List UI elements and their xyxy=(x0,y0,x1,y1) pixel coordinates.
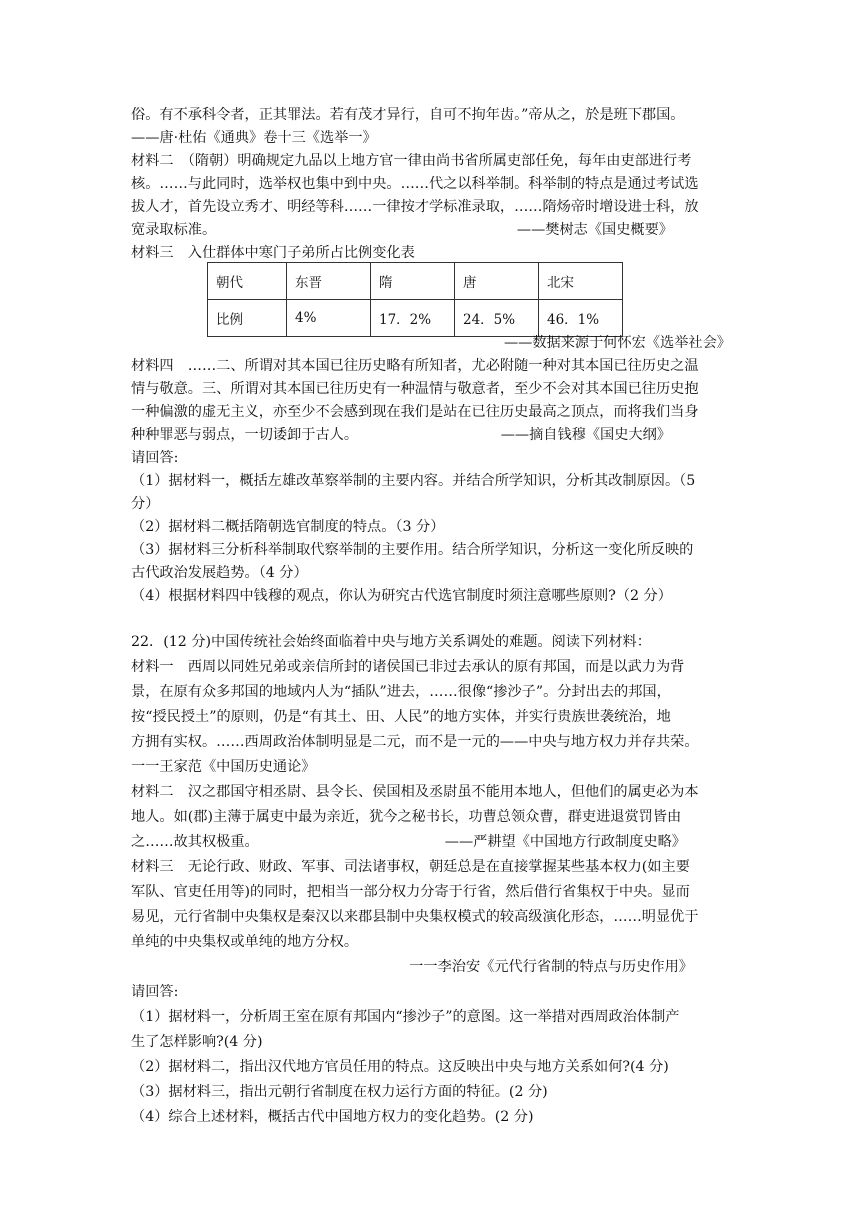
answer-prompt: 请回答: xyxy=(131,984,179,1000)
question-item: （4）根据材料四中钱穆的观点，你认为研究古代选官制度时须注意哪些原则?（2 分） xyxy=(131,588,672,604)
table-cell: 4% xyxy=(287,300,371,337)
table-cell: 比例 xyxy=(208,300,287,337)
material-four-line: 种种罪恶与弱点，一切诿卸于古人。 xyxy=(131,427,359,443)
question-item: （3）据材料三分析科举制取代察举制的主要作用。结合所学知识，分析这一变化所反映的 xyxy=(131,542,694,558)
question-22-heading: 22．(12 分)中国传统社会始终面临着中央与地方关系调处的难题。阅读下列材料： xyxy=(131,634,651,650)
table-cell: 24．5% xyxy=(455,300,539,337)
q22-material-one: 材料一 西周以同姓兄弟或亲信所封的诸侯国已非过去承认的原有邦国，而是以武力为背 xyxy=(131,659,685,675)
source-yangengwang: ——严耕望《中国地方行政制度史略》 xyxy=(444,834,686,850)
table-cell: 17．2% xyxy=(371,300,455,337)
question-item: （4）综合上述材料，概括古代中国地方权力的变化趋势。(2 分) xyxy=(131,1109,534,1125)
table-cell: 唐 xyxy=(455,263,539,300)
q22-material-two: 地人。如(郡)主薄于属吏中最为亲近，犹今之秘书长，功曹总领众曹，群吏进退赏罚皆由 xyxy=(131,809,682,825)
q22-material-three: 军队、官吏任用等)的同时，把相当一部分权力分寄于行省，然后借行省集权于中央。显而 xyxy=(131,884,690,900)
q22-material-three: 单纯的中央集权或单纯的地方分权。 xyxy=(131,934,359,950)
table-cell: 隋 xyxy=(371,263,455,300)
table-cell: 东晋 xyxy=(287,263,371,300)
q22-material-three: 材料三 无论行政、财政、军事、司法诸事权，朝廷总是在直接掌握某些基本权力(如主要 xyxy=(131,859,690,875)
answer-prompt: 请回答: xyxy=(131,450,179,466)
question-item: （1）据材料一，概括左雄改革察举制的主要内容。并结合所学知识，分析其改制原因。（5 xyxy=(131,473,696,489)
table-row xyxy=(208,300,623,337)
material-two-line: 材料二 （隋朝）明确规定九品以上地方官一律由尚书省所属吏部任免，每年由吏部进行考 xyxy=(131,153,692,169)
ratio-table xyxy=(207,262,623,337)
material-three-title: 材料三 入仕群体中寒门子弟所占比例变化表 xyxy=(131,245,415,261)
source-wangjiafan: 一一王家范《中国历史通论》 xyxy=(131,759,316,775)
table-cell: 北宋 xyxy=(539,263,623,300)
question-item: （2）据材料二概括隋朝选官制度的特点。（3 分） xyxy=(131,519,445,535)
material-two-line: 核。……与此同时，选举权也集中到中央。……代之以科举制。科举制的特点是通过考试选 xyxy=(131,176,699,192)
table-cell: 朝代 xyxy=(208,263,287,300)
material-two-line: 宽录取标准。 xyxy=(131,222,217,238)
material-four-line: 材料四 ……二、所谓对其本国已往历史略有所知者，尤必附随一种对其本国已往历史之温 xyxy=(131,358,699,374)
source-tongdian: ——唐·杜佑《通典》卷十三《选举一》 xyxy=(131,130,377,146)
material-four-line: 一种偏激的虚无主义，亦至少不会感到现在我们是站在已往历史最高之顶点，而将我们当身 xyxy=(131,404,699,420)
question-item: 分） xyxy=(131,496,160,512)
question-item: 古代政治发展趋势。（4 分） xyxy=(131,565,308,581)
table-cell: 46．1% xyxy=(539,300,623,337)
source-guoshigaiyao: ——樊树志《国史概要》 xyxy=(516,222,673,238)
q22-material-two: 之……故其权极重。 xyxy=(131,834,259,850)
material-four-line: 情与敬意。三、所谓对其本国已往历史有一种温情与敬意者，至少不会对其本国已往历史抱 xyxy=(131,381,699,397)
source-guoshidagang: ——摘自钱穆《国史大纲》 xyxy=(500,427,671,443)
question-item: （3）据材料三，指出元朝行省制度在权力运行方面的特征。(2 分) xyxy=(131,1084,548,1100)
question-item: 生了怎样影响?(4 分) xyxy=(131,1034,263,1050)
q22-material-one: 景，在原有众多邦国的地域内人为“插队”进去，……很像“掺沙子”。分封出去的邦国， xyxy=(131,684,671,700)
source-lizhian: 一一李治安《元代行省制的特点与历史作用》 xyxy=(409,959,693,975)
question-item: （1）据材料一，分析周王室在原有邦国内“掺沙子”的意图。这一举措对西周政治体制产 xyxy=(131,1009,680,1025)
material-one-tail: 俗。有不承科令者，正其罪法。若有茂才异行，自可不拘年齿。”帝从之，於是班下郡国。 xyxy=(131,107,685,123)
q22-material-two: 材料二 汉之郡国守相丞尉、县令长、侯国相及丞尉虽不能用本地人，但他们的属吏必为本 xyxy=(131,784,699,800)
q22-material-one: 方拥有实权。……西周政治体制明显是二元，而不是一元的——中央与地方权力并存共荣。 xyxy=(131,734,699,750)
material-two-line: 拔人才，首先设立秀才、明经等科……一律按才学标准录取，……隋炀帝时增设进士科，放 xyxy=(131,199,699,215)
q22-material-three: 易见，元行省制中央集权是秦汉以来郡县制中央集权模式的较高级演化形态，……明显优于 xyxy=(131,909,699,925)
table-row xyxy=(208,263,623,300)
q22-material-one: 按“授民授土”的原则，仍是“有其土、田、人民”的地方实体，并实行贵族世袭统治，地 xyxy=(131,709,671,725)
source-xuanjushehui: ——数据来源于何怀宏《选举社会》 xyxy=(503,335,731,351)
question-item: （2）据材料二，指出汉代地方官员任用的特点。这反映出中央与地方关系如何?(4 分) xyxy=(131,1059,669,1075)
